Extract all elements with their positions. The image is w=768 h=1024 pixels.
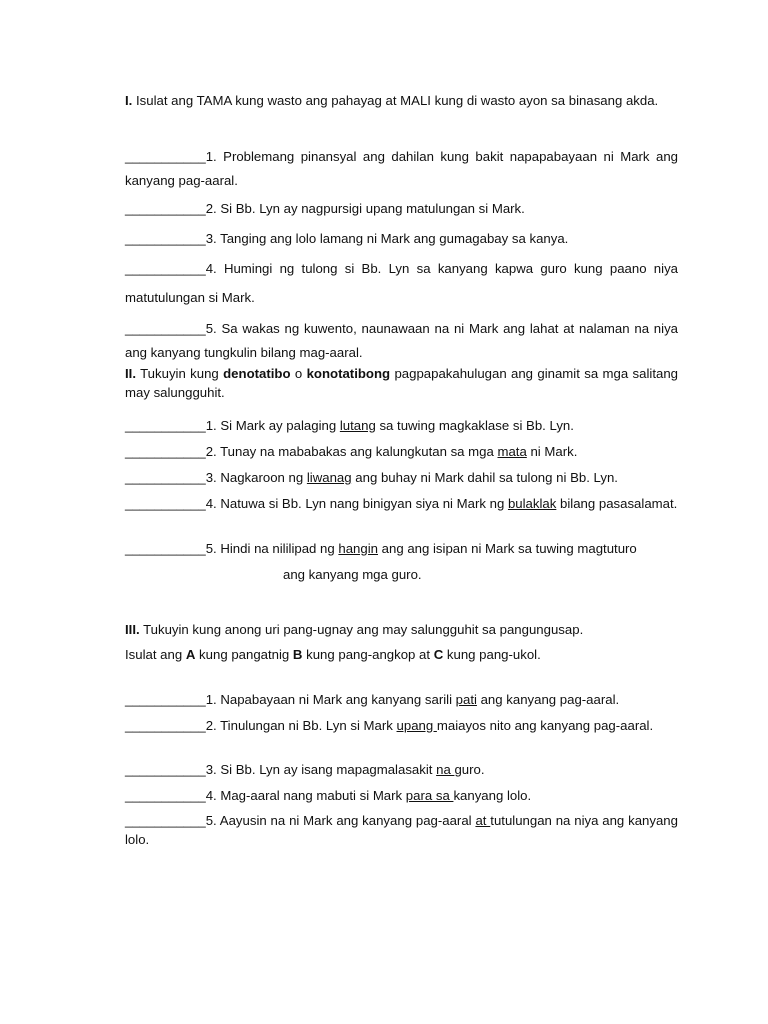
item-text: ni Mark. [526,444,578,459]
keyword-denotatibo: denotatibo [223,366,291,381]
s3-item-2 [125,716,678,735]
instruction-text: kung pang-angkop at [302,647,434,662]
answer-blank[interactable]: ___________ [125,261,206,276]
item-text: 1. Si Mark ay palaging [205,418,340,433]
s3-item-4 [125,786,678,805]
item-text: ang kanyang mga guro. [283,567,422,582]
section1-number: I. [125,93,133,108]
s2-item-4 [125,494,678,513]
answer-blank[interactable]: ___________ [125,718,206,733]
answer-blank[interactable]: ___________ [125,444,206,459]
section3-instruction [125,620,678,639]
item-text: 5. Hindi na nililipad ng [205,541,339,556]
underlined-word: at [475,813,491,828]
item-text: ang buhay ni Mark dahil sa tulong ni Bb. Lyn. [351,470,618,485]
underlined-word: mata [497,444,527,459]
s2-item-2 [125,442,678,461]
instruction-text: kung pang-ukol. [443,647,541,662]
item-text: tutulungan na niya ang kanyang lolo. [125,813,678,847]
instruction-text: Tukuyin kung [136,366,224,381]
answer-blank[interactable]: ___________ [125,496,206,511]
underlined-word: hangin [338,541,378,556]
item-text: ang kanyang pag-aaral. [476,692,620,707]
s3-item-1 [125,690,678,709]
item-text: kanyang lolo. [453,788,532,803]
instruction-text: Isulat ang [125,647,186,662]
s1-item-5 [125,317,678,365]
item-text: 3. Tanging ang lolo lamang ni Mark ang gumagabay sa kanya. [205,231,569,246]
underlined-word: para sa [405,788,454,803]
item-text: 1. Napabayaan ni Mark ang kanyang sarili [205,692,456,707]
answer-blank[interactable]: ___________ [125,788,206,803]
s1-item-1 [125,145,678,193]
key-letter-c: C [433,647,444,662]
key-letter-b: B [292,647,303,662]
item-text: sa tuwing magkaklase si Bb. Lyn. [375,418,574,433]
item-text: maiayos nito ang kanyang pag-aaral. [436,718,654,733]
section1-instruction-text: Isulat ang TAMA kung wasto ang pahayag at MALI kung di wasto ayon sa binasang akda. [132,93,659,108]
s1-item-2 [125,197,678,221]
item-text: 2. Tunay na mababakas ang kalungkutan sa mga [205,444,498,459]
instruction-text: Tukuyin kung anong uri pang-ugnay ang may salungguhit sa pangungusap. [139,622,584,637]
answer-blank[interactable]: ___________ [125,813,206,828]
underlined-word: lutang [339,418,376,433]
s1-item-4 [125,254,678,312]
underlined-word: upang [396,718,437,733]
instruction-text: kung pangatnig [195,647,293,662]
underlined-word: liwanag [306,470,352,485]
item-text: 3. Si Bb. Lyn ay isang mapagmalasakit [205,762,437,777]
key-letter-a: A [185,647,196,662]
s2-item-1 [125,416,678,435]
underlined-word: bulaklak [507,496,557,511]
answer-blank[interactable]: ___________ [125,692,206,707]
answer-blank[interactable]: ___________ [125,470,206,485]
underlined-word: pati [455,692,477,707]
item-text: 4. Humingi ng tulong si Bb. Lyn sa kanyang kapwa guro kung paano niya matutulungan si Mark. [125,261,678,305]
answer-blank[interactable]: ___________ [125,231,206,246]
item-text: 3. Nagkaroon ng [205,470,307,485]
s3-item-3 [125,760,678,779]
answer-blank[interactable]: ___________ [125,762,206,777]
item-text: 4. Mag-aaral nang mabuti si Mark [205,788,406,803]
item-text: 5. Aayusin na ni Mark ang kanyang pag-aaral [205,813,476,828]
section1-instruction [125,89,678,113]
answer-blank[interactable]: ___________ [125,418,206,433]
instruction-text: pagpapakahulugan ang ginamit sa mga salitang may salungguhit. [125,366,678,400]
s1-item-3 [125,227,678,251]
s3-item-5 [125,811,678,849]
s2-item-3 [125,468,678,487]
instruction-text: o [290,366,307,381]
item-text: 5. Sa wakas ng kuwento, naunawaan na ni Mark ang lahat at nalaman na niya ang kanyang tungkulin bilang mag-aaral. [125,321,678,360]
underlined-word: na [436,762,455,777]
item-text: 2. Si Bb. Lyn ay nagpursigi upang matulungan si Mark. [205,201,525,216]
item-text: guro. [454,762,485,777]
item-text: 2. Tinulungan ni Bb. Lyn si Mark [205,718,397,733]
answer-blank[interactable]: ___________ [125,321,206,336]
answer-blank[interactable]: ___________ [125,201,206,216]
answer-blank[interactable]: ___________ [125,541,206,556]
s2-item-5-continuation [283,565,678,584]
s2-item-5 [125,539,678,558]
item-text: ang ang isipan ni Mark sa tuwing magtuturo [378,541,637,556]
section2-instruction [125,364,678,402]
item-text: 4. Natuwa si Bb. Lyn nang binigyan siya ni Mark ng [205,496,508,511]
section3-number: III. [125,622,140,637]
item-text: 1. Problemang pinansyal ang dahilan kung bakit napapabayaan ni Mark ang kanyang pag-aaral. [125,149,678,188]
keyword-konotatibong: konotatibong [306,366,391,381]
section3-key [125,645,678,664]
answer-blank[interactable]: ___________ [125,149,206,164]
section2-number: II. [125,366,136,381]
item-text: bilang pasasalamat. [556,496,678,511]
